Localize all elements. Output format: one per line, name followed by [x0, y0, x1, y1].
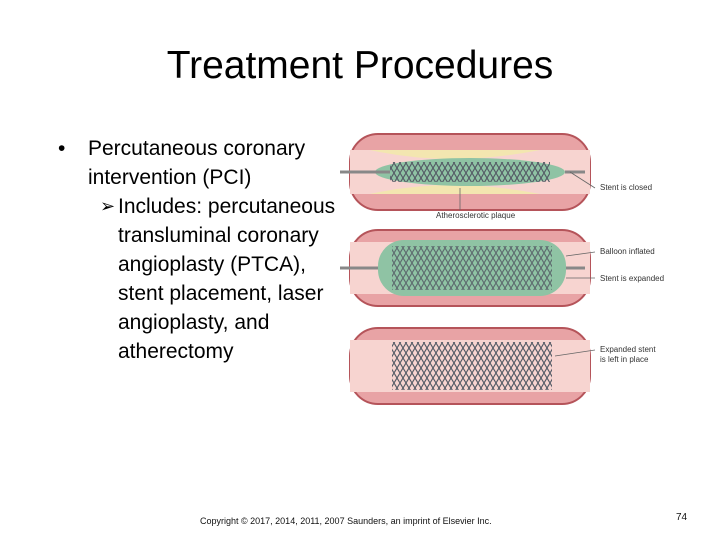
- copyright-notice: Copyright © 2017, 2014, 2011, 2007 Saunders, an imprint of Elsevier Inc.: [200, 516, 492, 526]
- label-expanded-stent-line2: is left in place: [600, 355, 649, 364]
- sub-bullet-item: [58, 192, 348, 366]
- bullet-dot-icon: •: [58, 137, 66, 160]
- vessel-panel-stent-closed: [340, 134, 595, 210]
- label-stent-expanded: Stent is expanded: [600, 274, 665, 283]
- label-stent-closed: Stent is closed: [600, 183, 653, 192]
- vessel-panel-stent-left: [350, 328, 595, 404]
- arrow-bullet-icon: ➢: [100, 196, 116, 216]
- label-atherosclerotic-plaque: Atherosclerotic plaque: [436, 211, 516, 220]
- sub-bullet-text: Includes: percutaneous transluminal coronary angioplasty (PTCA), stent placement, laser angioplasty, and atherectomy: [118, 195, 336, 363]
- slide-title: Treatment Procedures: [166, 44, 554, 87]
- stent-procedure-illustration: [340, 128, 680, 418]
- page-number: 74: [676, 512, 688, 523]
- bullet-text: Percutaneous coronary intervention (PCI): [88, 137, 306, 189]
- bullet-list: [58, 134, 348, 366]
- bullet-item: [58, 134, 348, 192]
- vessel-panel-balloon-inflated: [340, 230, 595, 306]
- label-expanded-stent-line1: Expanded stent: [600, 345, 656, 354]
- label-balloon-inflated: Balloon inflated: [600, 247, 655, 256]
